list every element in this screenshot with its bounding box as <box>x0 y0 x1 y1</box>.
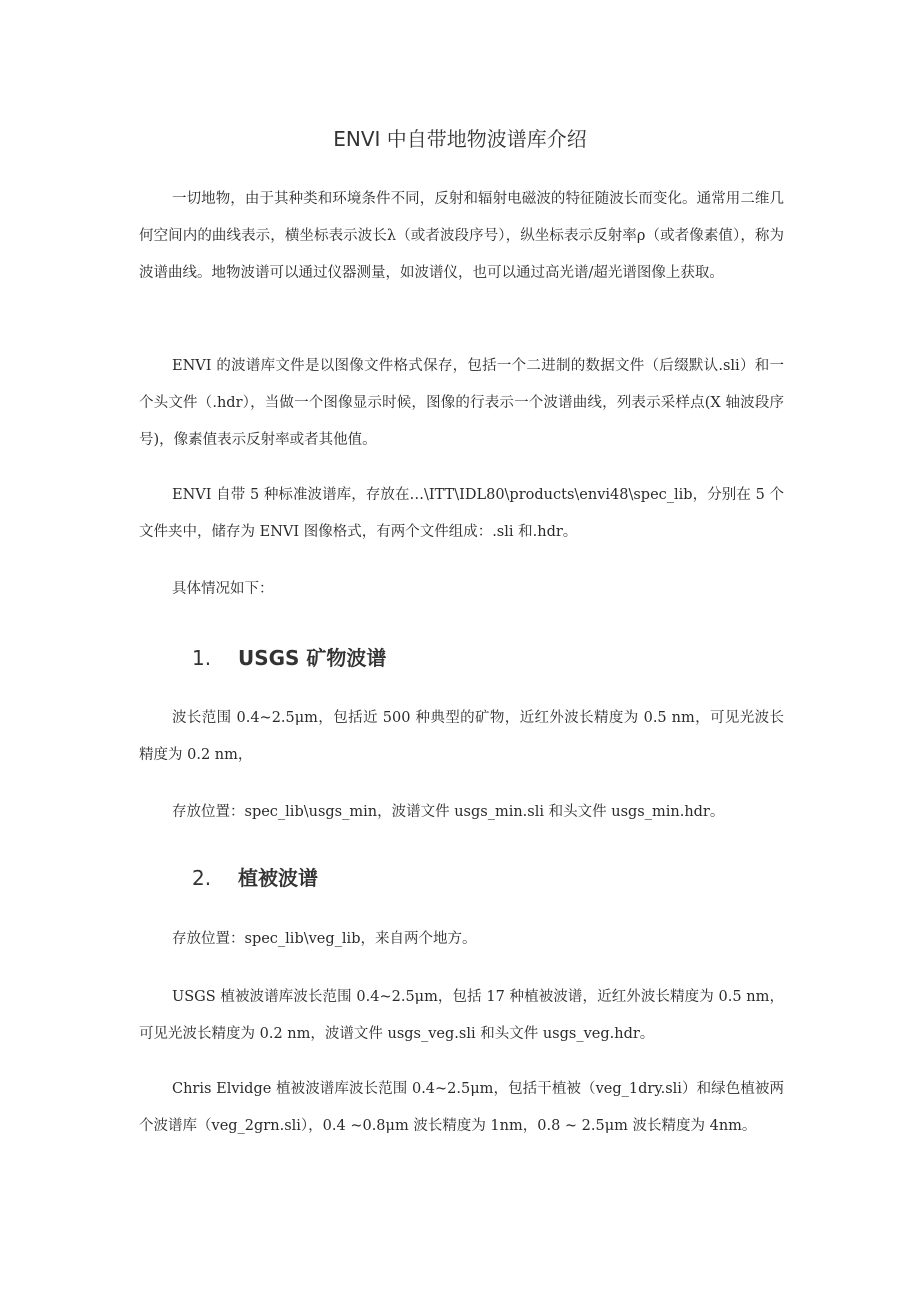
section-heading-vegetation <box>192 862 318 891</box>
section-1-paragraph-1: 波长范围 0.4~2.5μm，包括近 500 种典型的矿物，近红外波长精度为 0.5 nm，可见光波长精度为 0.2 nm， <box>139 710 784 763</box>
document-title: ENVI 中自带地物波谱库介绍 <box>333 127 587 151</box>
section-heading-text: 植被波谱 <box>238 866 318 890</box>
section-number: 2. <box>192 866 212 890</box>
intro-paragraph-3: ENVI 自带 5 种标准波谱库，存放在…\ITT\IDL80\products\envi48\spec_lib，分别在 5 个文件夹中，储存为 ENVI 图像格式，有两个文件组成：.sli 和.hdr。 <box>139 487 784 540</box>
section-2-paragraph-1: 存放位置：spec_lib\veg_lib，来自两个地方。 <box>172 931 477 947</box>
section-2-paragraph-3: Chris Elvidge 植被波谱库波长范围 0.4~2.5μm，包括干植被（veg_1dry.sli）和绿色植被两个波谱库（veg_2grn.sli），0.4 ~0.8μm 波长精度为 1nm，0.8 ~ 2.5μm 波长精度为 4nm。 <box>139 1081 784 1134</box>
section-2-paragraph-2: USGS 植被波谱库波长范围 0.4~2.5μm，包括 17 种植被波谱，近红外波长精度为 0.5 nm，可见光波长精度为 0.2 nm，波谱文件 usgs_veg.sli 和头文件 usgs_veg.hdr。 <box>139 989 784 1042</box>
section-heading-usgs-minerals <box>192 642 386 671</box>
section-heading-text: USGS 矿物波谱 <box>238 646 387 670</box>
section-1-paragraph-2: 存放位置：spec_lib\usgs_min，波谱文件 usgs_min.sli 和头文件 usgs_min.hdr。 <box>172 804 725 820</box>
section-number: 1. <box>192 646 212 670</box>
intro-paragraph-4: 具体情况如下： <box>172 581 274 597</box>
intro-paragraph-1: 一切地物，由于其种类和环境条件不同，反射和辐射电磁波的特征随波长而变化。通常用二维几何空间内的曲线表示，横坐标表示波长λ（或者波段序号），纵坐标表示反射率ρ（或者像素值），称为波谱曲线。地物波谱可以通过仪器测量，如波谱仪，也可以通过高光谱/超光谱图像上获取。 <box>139 191 784 281</box>
intro-paragraph-2: ENVI 的波谱库文件是以图像文件格式保存，包括一个二进制的数据文件（后缀默认.sli）和一个头文件（.hdr），当做一个图像显示时候，图像的行表示一个波谱曲线，列表示采样点(X 轴波段序号)，像素值表示反射率或者其他值。 <box>139 358 784 448</box>
